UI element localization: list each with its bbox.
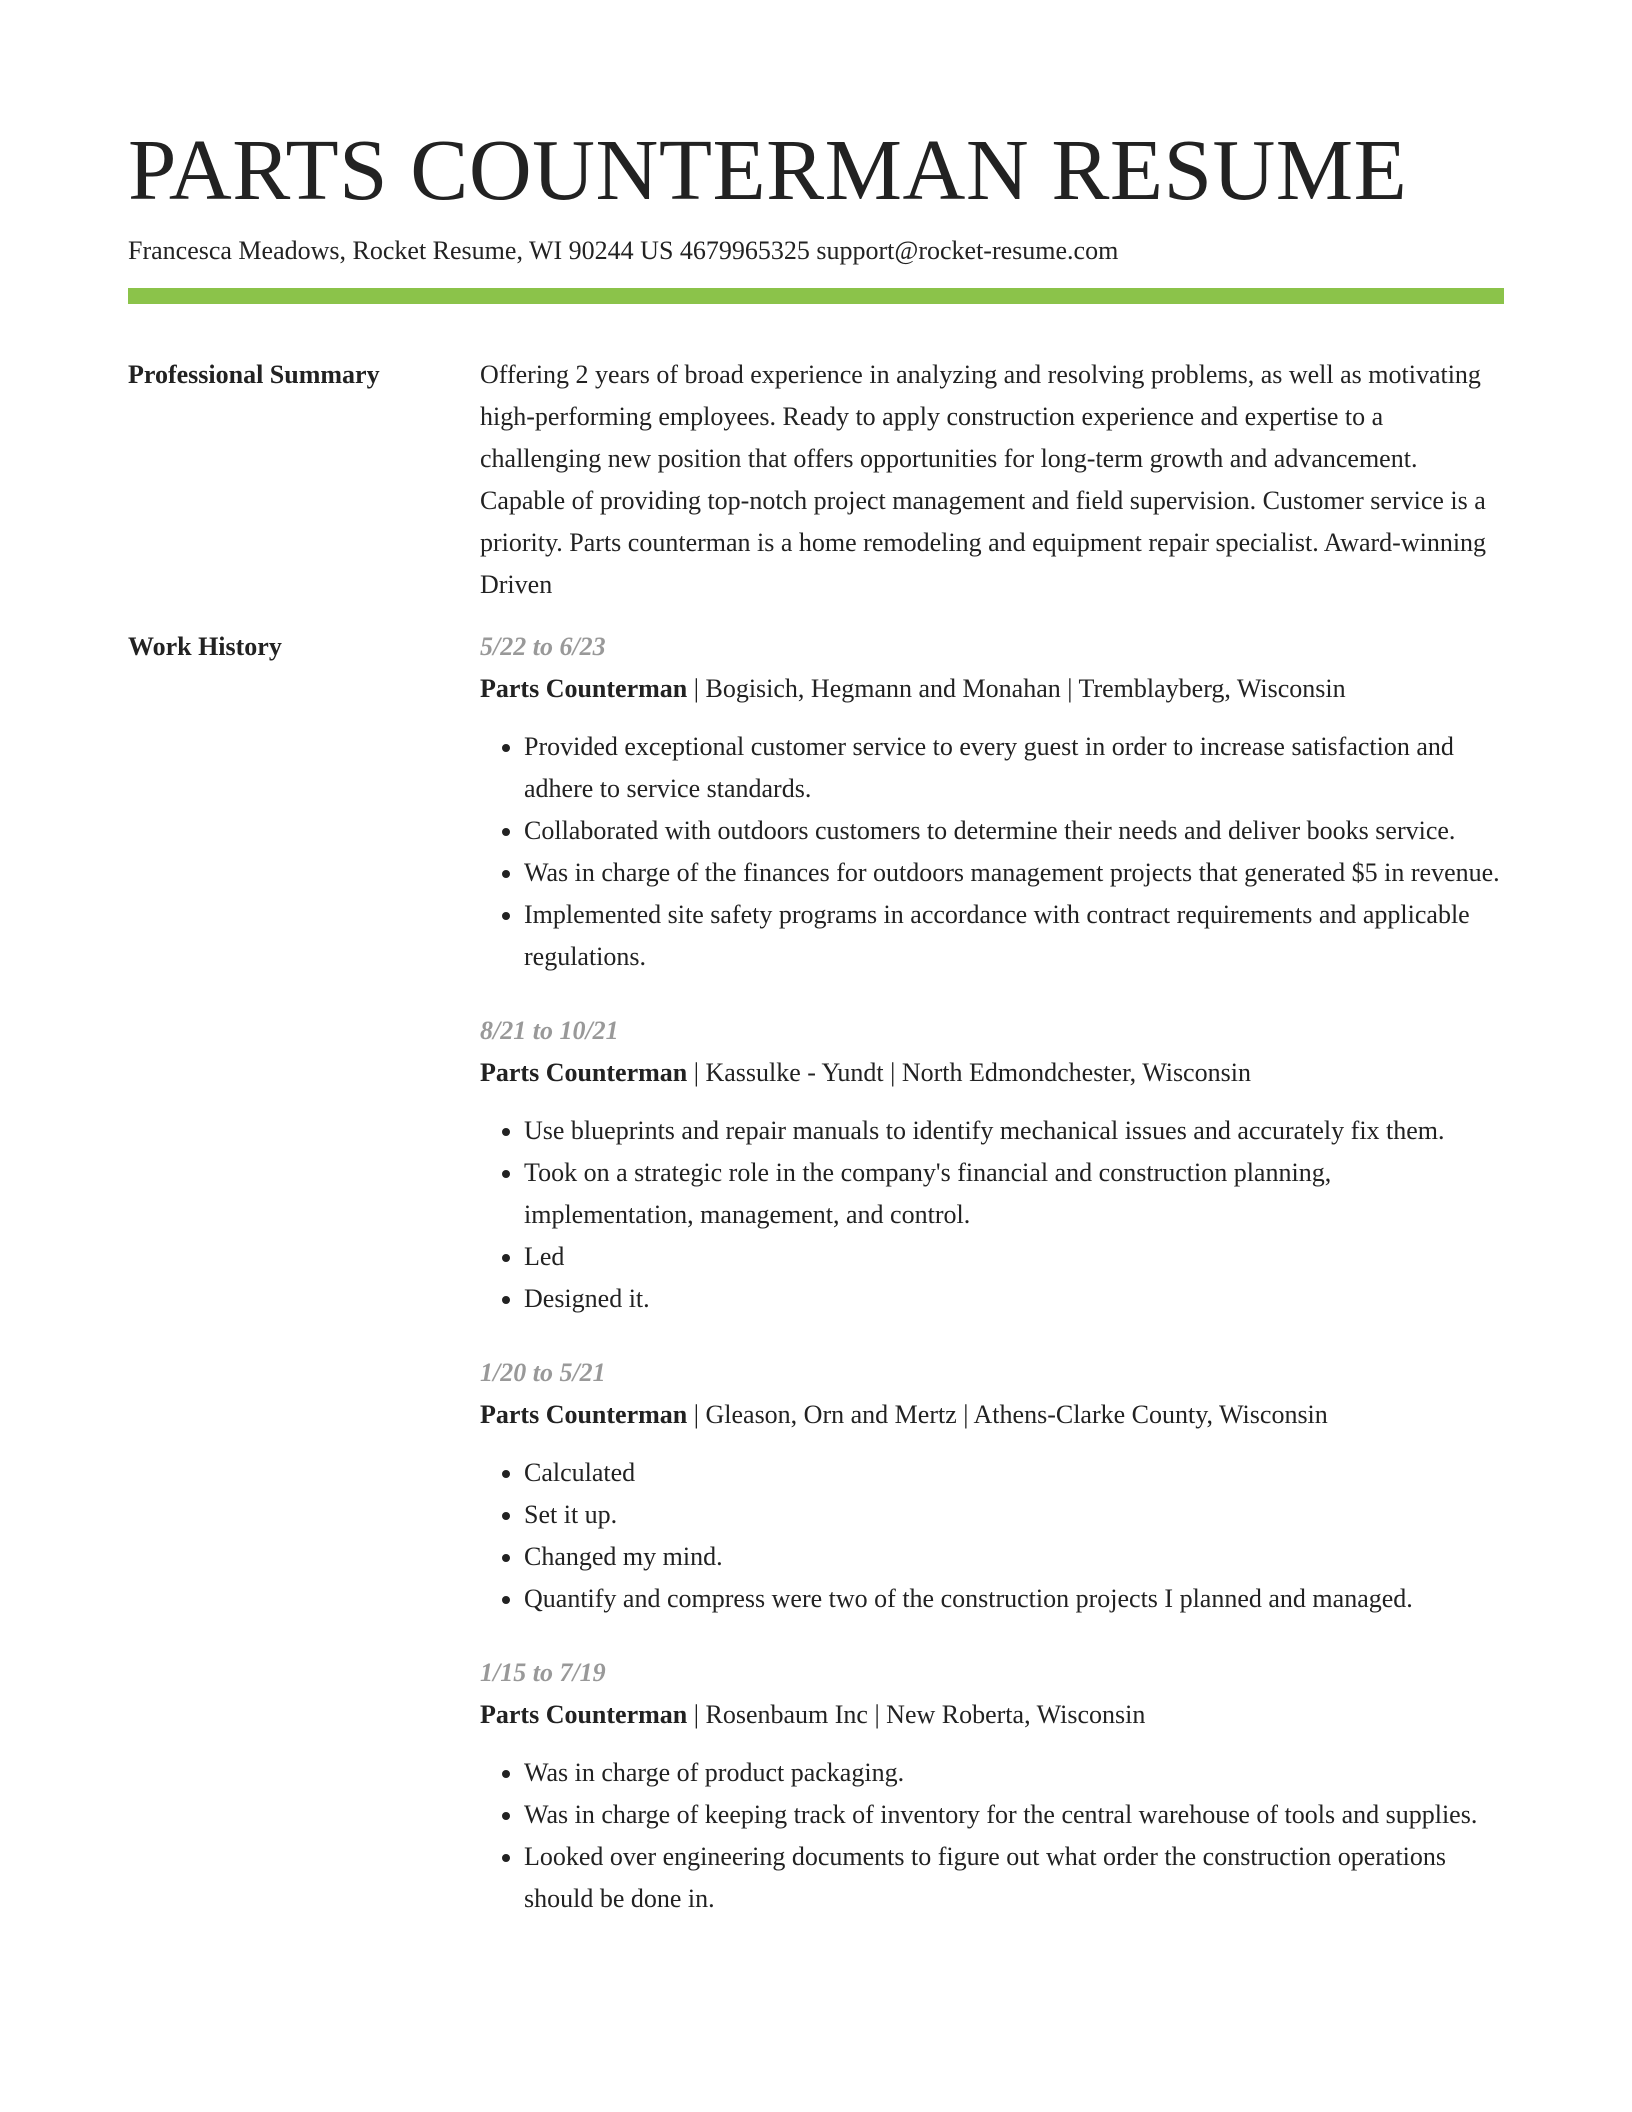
job-duties [480, 1752, 1504, 1920]
job-dates: 8/21 to 10/21 [480, 1016, 619, 1045]
duty-item: • Provided exceptional customer service to every guest in order to increase satisfaction and adhere to service standards. [524, 726, 1504, 810]
job-heading [480, 668, 1504, 710]
job-dates: 1/20 to 5/21 [480, 1358, 606, 1387]
job-company: Gleason, Orn and Mertz [705, 1400, 957, 1429]
job-company: Bogisich, Hegmann and Monahan [705, 674, 1061, 703]
duty-item: • Led [524, 1236, 1504, 1278]
duty-item: • Took on a strategic role in the company's financial and construction planning, implementation, management, and control. [524, 1152, 1504, 1236]
duty-item: • Looked over engineering documents to figure out what order the construction operations should be done in. [524, 1836, 1504, 1920]
job-location: Athens-Clarke County, Wisconsin [973, 1400, 1328, 1429]
job-duties [480, 1452, 1504, 1620]
duty-item: • Was in charge of product packaging. [524, 1752, 1504, 1794]
job-title: Parts Counterman [480, 1700, 688, 1729]
job-title: Parts Counterman [480, 1058, 688, 1087]
duty-item: • Collaborated with outdoors customers to determine their needs and deliver books service. [524, 810, 1504, 852]
duty-item: • Changed my mind. [524, 1536, 1504, 1578]
candidate-email: support@rocket-resume.com [816, 236, 1119, 265]
candidate-phone: 4679965325 [679, 236, 810, 265]
job-heading [480, 1394, 1504, 1436]
candidate-name: Francesca Meadows, [128, 236, 347, 265]
job-heading [480, 1694, 1504, 1736]
job-dates: 1/15 to 7/19 [480, 1658, 606, 1687]
duty-item: • Was in charge of the finances for outdoors management projects that generated $5 in revenue. [524, 852, 1504, 894]
summary-text: Offering 2 years of broad experience in analyzing and resolving problems, as well as motivating high-performing employees. Ready to apply construction experience and expertise to a challenging new position that offers opportunities for long-term growth and advancement. Capable of providing top-notch project management and field supervision. Customer service is a priority. Parts counterman is a home remodeling and equipment repair specialist. Award-winning Driven [480, 360, 1487, 599]
section-label-summary: Professional Summary [128, 360, 380, 389]
resume-title: PARTS COUNTERMAN RESUME [128, 121, 1408, 218]
contact-line [128, 234, 1504, 268]
job-entry [480, 1352, 1504, 1620]
duty-item: • Was in charge of keeping track of inventory for the central warehouse of tools and supplies. [524, 1794, 1504, 1836]
job-duties [480, 1110, 1504, 1320]
duty-item: • Set it up. [524, 1494, 1504, 1536]
job-location: New Roberta, Wisconsin [886, 1700, 1146, 1729]
header-divider [128, 288, 1504, 304]
duty-item: • Designed it. [524, 1278, 1504, 1320]
job-duties [480, 726, 1504, 978]
work-history-list [480, 626, 1504, 1952]
job-company: Rosenbaum Inc [705, 1700, 868, 1729]
professional-summary-section [128, 354, 1504, 606]
job-title: Parts Counterman [480, 674, 688, 703]
job-entry [480, 1652, 1504, 1920]
duty-item: • Implemented site safety programs in accordance with contract requirements and applicable regulations. [524, 894, 1504, 978]
job-title: Parts Counterman [480, 1400, 688, 1429]
section-label-work-history: Work History [128, 632, 282, 661]
job-location: North Edmondchester, Wisconsin [901, 1058, 1251, 1087]
job-entry [480, 626, 1504, 978]
job-heading [480, 1052, 1504, 1094]
work-history-section [128, 626, 1504, 1952]
duty-item: • Calculated [524, 1452, 1504, 1494]
resume-page [128, 0, 1504, 1952]
duty-item: • Use blueprints and repair manuals to identify mechanical issues and accurately fix them. [524, 1110, 1504, 1152]
job-location: Tremblayberg, Wisconsin [1078, 674, 1346, 703]
job-entry [480, 1010, 1504, 1320]
candidate-address: Rocket Resume, WI 90244 US [352, 236, 674, 265]
job-dates: 5/22 to 6/23 [480, 632, 606, 661]
job-company: Kassulke - Yundt [705, 1058, 884, 1087]
duty-item: • Quantify and compress were two of the construction projects I planned and managed. [524, 1578, 1504, 1620]
